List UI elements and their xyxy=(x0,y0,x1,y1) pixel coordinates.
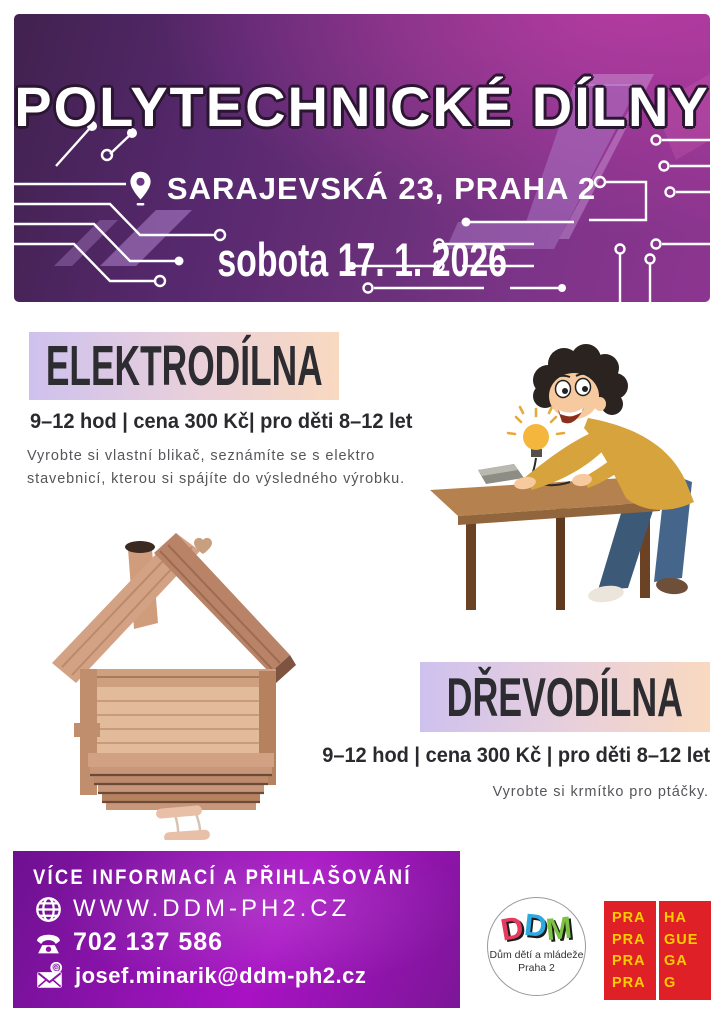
birdhouse-photo xyxy=(28,505,313,840)
boy-with-lightbulb-illustration xyxy=(428,330,718,612)
banner xyxy=(14,14,710,302)
electro-details: 9–12 hod | cena 300 Kč| pro děti 8–12 let xyxy=(30,409,413,433)
ddm-logo-caption: Dům dětí a mládeže Praha 2 xyxy=(489,949,584,974)
praha-logo xyxy=(604,901,711,1000)
phone-icon xyxy=(35,931,62,955)
wood-section-heading xyxy=(420,662,710,732)
electro-section-heading xyxy=(29,332,339,400)
electro-description: Vyrobte si vlastní blikač, seznámíte se s elektro stavebnicí, kterou si spájíte do výsledného výrobku. xyxy=(27,448,406,487)
praha-logo-right-column: HA GUE GA G xyxy=(659,901,711,1000)
location-text: SARAJEVSKÁ 23, PRAHA 2 xyxy=(166,171,597,206)
phone-number: 702 137 586 xyxy=(73,928,224,956)
location-pin-icon xyxy=(128,170,153,208)
svg-text:@: @ xyxy=(52,963,61,973)
website-link[interactable]: WWW.DDM-PH2.CZ xyxy=(73,895,351,922)
website-row xyxy=(35,895,460,923)
footer-contact-box xyxy=(13,851,460,1008)
wood-description: Vyrobte si krmítko pro ptáčky. xyxy=(492,784,709,800)
email-link[interactable]: josef.minarik@ddm-ph2.cz xyxy=(75,963,367,988)
email-icon xyxy=(35,962,64,990)
wood-heading-text: DŘEVODÍLNA xyxy=(446,666,684,728)
wood-details: 9–12 hod | cena 300 Kč | pro děti 8–12 let xyxy=(322,743,710,767)
location-row xyxy=(14,170,710,208)
phone-row xyxy=(35,928,460,957)
footer-heading: VÍCE INFORMACÍ A PŘIHLAŠOVÁNÍ xyxy=(33,866,412,889)
ddm-logo-letters: DDM xyxy=(498,906,574,948)
electro-heading-text: ELEKTRODÍLNA xyxy=(45,334,323,398)
praha-logo-left-column: PRA PRA PRA PRA xyxy=(604,901,656,1000)
email-row xyxy=(35,962,460,990)
ddm-logo xyxy=(487,897,586,996)
date-row xyxy=(14,232,710,287)
poster-title: POLYTECHNICKÉ DÍLNY xyxy=(14,75,710,138)
globe-icon xyxy=(35,896,62,923)
date-text: sobota 17. 1. 2026 xyxy=(217,233,507,286)
